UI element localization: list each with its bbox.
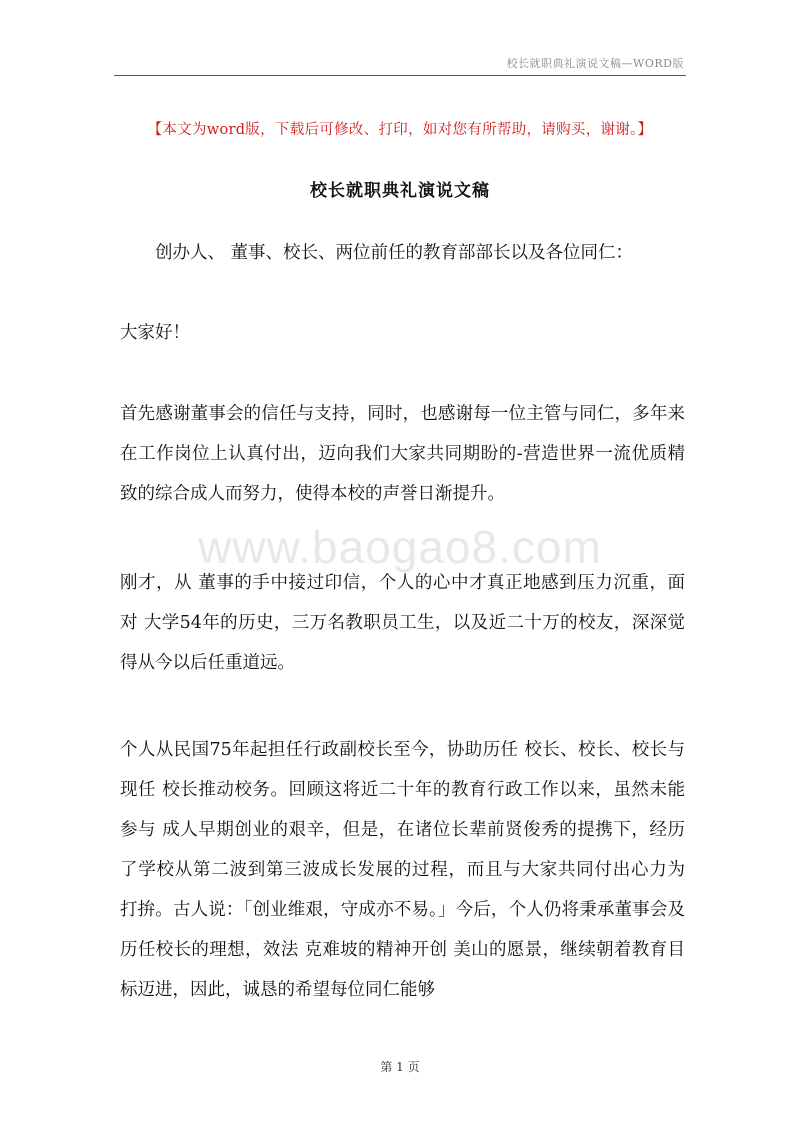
- body-paragraph: 刚才，从 董事的手中接过印信，个人的心中才真正地感到压力沉重，面对 大学54年的历史，三万名教职员工生，以及近二十万的校友，深深觉得从今以后任重道远。: [120, 573, 685, 673]
- page-number: 第 1 页: [380, 1060, 420, 1074]
- body-paragraph: 个人从民国75年起担任行政副校长至今，协助历任 校长、校长、校长与现任 校长推动校务。回顾这将近二十年的教育行政工作以来，虽然未能参与 成人早期创业的艰辛，但是，在诸位长辈前贤俊秀的提携下，经历了学校从第二波到第三波成长发展的过程，而且与大家共同付出心力为 打拚。古人说：「创业维艰，守成亦不易。」今后，个人仍将秉承董事会及历任校长的理想，效法 克难坡的精神开创 美山的愿景，继续朝着教育目标迈进，因此，诚恳的希望每位同仁能够: [120, 740, 685, 1000]
- watermark: www.baogao8.com: [198, 521, 602, 573]
- running-header: 校长就职典礼演说文稿—WORD版: [506, 57, 684, 70]
- document-title: 校长就职典礼演说文稿: [310, 181, 490, 201]
- body-paragraph: 首先感谢董事会的信任与支持，同时，也感谢每一位主管与同仁，多年来在工作岗位上认真付出，迈向我们大家共同期盼的-营造世界一流优质精致的综合成人而努力，使得本校的声誉日渐提升。: [120, 404, 685, 504]
- greeting-paragraph: 大家好！: [120, 323, 190, 343]
- header-divider: [114, 75, 686, 76]
- salutation-paragraph: 创办人、 董事、校长、两位前任的教育部部长以及各位同仁：: [155, 243, 634, 263]
- download-notice: 【本文为word版，下载后可修改、打印，如对您有所帮助，请购买，谢谢。】: [147, 122, 653, 138]
